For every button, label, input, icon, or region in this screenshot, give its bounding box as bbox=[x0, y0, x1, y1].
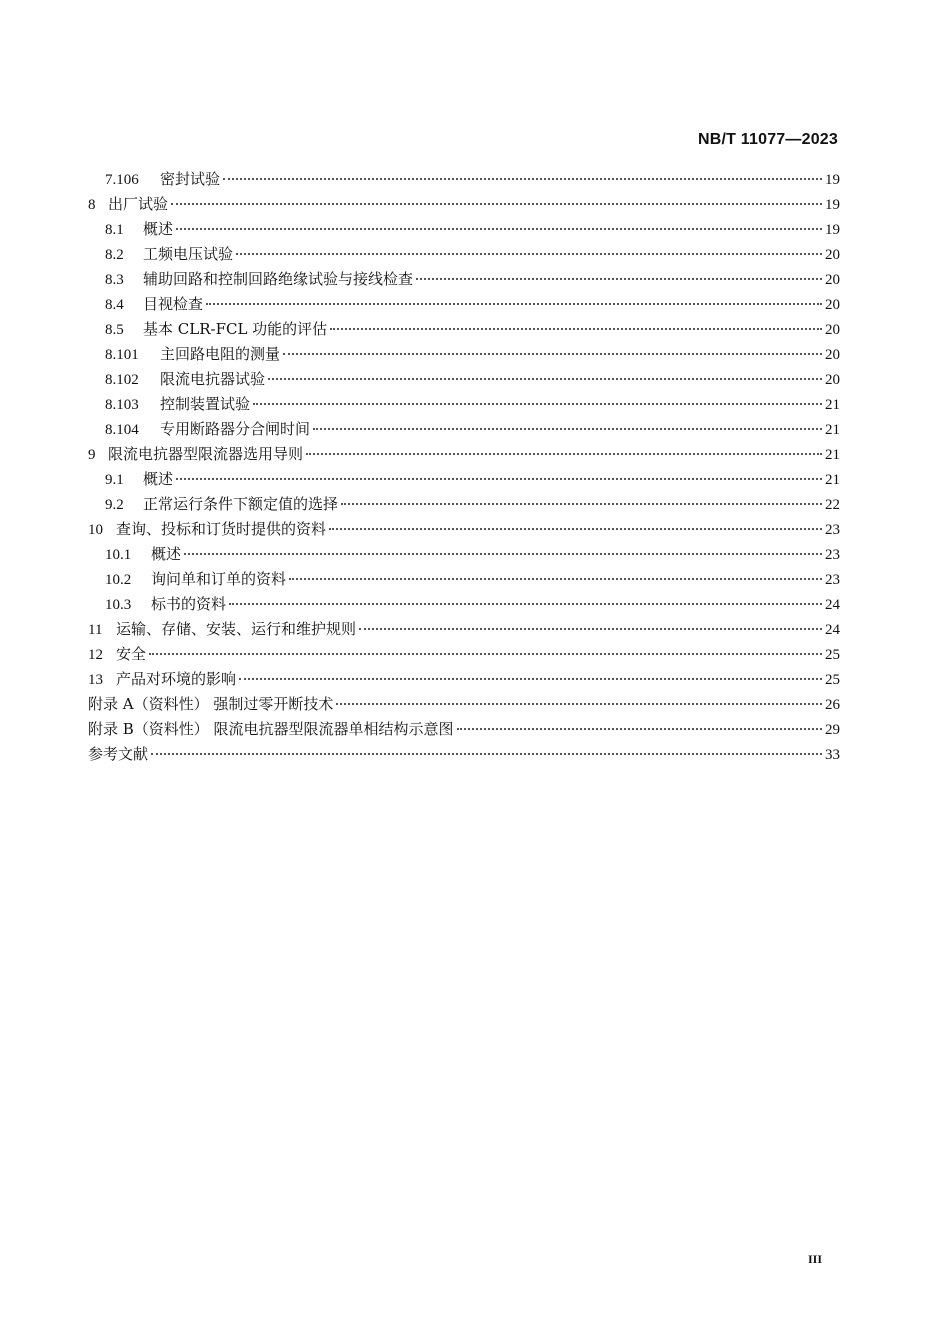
toc-dot-leader bbox=[223, 177, 822, 180]
toc-entry[interactable] bbox=[88, 192, 840, 217]
toc-dot-leader bbox=[149, 652, 822, 655]
toc-entry[interactable] bbox=[88, 467, 840, 492]
toc-entry-page: 25 bbox=[825, 647, 840, 663]
toc-entry[interactable] bbox=[88, 717, 840, 742]
toc-entry-title: 参考文献 bbox=[88, 745, 149, 763]
toc-entry-number: 8.4 bbox=[105, 297, 124, 313]
toc-entry-title: 控制装置试验 bbox=[160, 395, 251, 413]
toc-dot-leader bbox=[283, 352, 822, 355]
toc-entry[interactable] bbox=[88, 167, 840, 192]
toc-entry-title: 专用断路器分合闸时间 bbox=[160, 420, 311, 438]
toc-entry[interactable] bbox=[88, 417, 840, 442]
toc-dot-leader bbox=[229, 602, 822, 605]
toc-dot-leader bbox=[171, 202, 822, 205]
toc-entry[interactable] bbox=[88, 267, 840, 292]
toc-entry-page: 19 bbox=[825, 197, 840, 213]
toc-entry-number: 8.101 bbox=[105, 347, 139, 363]
toc-dot-leader bbox=[306, 452, 822, 455]
toc-entry[interactable] bbox=[88, 617, 840, 642]
toc-dot-leader bbox=[330, 327, 822, 330]
toc-entry[interactable] bbox=[88, 242, 840, 267]
toc-entry-title: 出厂试验 bbox=[108, 195, 169, 213]
toc-entry-number: 8.1 bbox=[105, 222, 124, 238]
toc-entry[interactable] bbox=[88, 317, 840, 342]
toc-entry-page: 23 bbox=[825, 547, 840, 563]
toc-entry-title: 限流电抗器试验 bbox=[160, 370, 266, 388]
toc-dot-leader bbox=[457, 727, 822, 730]
toc-entry-title: 目视检查 bbox=[143, 295, 204, 313]
toc-entry-page: 19 bbox=[825, 172, 840, 188]
toc-entry-number: 8 bbox=[88, 197, 96, 213]
toc-entry-number: 10 bbox=[88, 522, 103, 538]
toc-dot-leader bbox=[313, 427, 822, 430]
toc-entry-number: 8.102 bbox=[105, 372, 139, 388]
toc-entry-page: 23 bbox=[825, 572, 840, 588]
toc-entry-title: 产品对环境的影响 bbox=[116, 670, 237, 688]
toc-dot-leader bbox=[151, 752, 822, 755]
toc-entry[interactable] bbox=[88, 367, 840, 392]
toc-entry-number: 12 bbox=[88, 647, 103, 663]
toc-entry[interactable] bbox=[88, 692, 840, 717]
toc-entry-page: 21 bbox=[825, 397, 840, 413]
toc-entry-title: 查询、投标和订货时提供的资料 bbox=[116, 520, 327, 538]
toc-dot-leader bbox=[416, 277, 822, 280]
toc-entry-page: 21 bbox=[825, 422, 840, 438]
toc-dot-leader bbox=[341, 502, 822, 505]
toc-entry-page: 21 bbox=[825, 447, 840, 463]
toc-entry-page: 22 bbox=[825, 497, 840, 513]
toc-entry-page: 24 bbox=[825, 622, 840, 638]
toc-entry-number: 10.3 bbox=[105, 597, 132, 613]
toc-dot-leader bbox=[206, 302, 822, 305]
toc-entry[interactable] bbox=[88, 442, 840, 467]
toc-entry-title: 询问单和订单的资料 bbox=[151, 570, 287, 588]
toc-entry-title: 标书的资料 bbox=[151, 595, 227, 613]
toc-entry-page: 25 bbox=[825, 672, 840, 688]
toc-entry-title: 附录 B（资料性） 限流电抗器型限流器单相结构示意图 bbox=[88, 720, 454, 738]
toc-dot-leader bbox=[176, 227, 822, 230]
toc-entry-title: 工频电压试验 bbox=[143, 245, 234, 263]
toc-dot-leader bbox=[176, 477, 822, 480]
toc-entry-number: 9 bbox=[88, 447, 96, 463]
toc-entry-number: 8.5 bbox=[105, 322, 124, 338]
toc-entry-title: 辅助回路和控制回路绝缘试验与接线检查 bbox=[143, 270, 414, 288]
document-code: NB/T 11077—2023 bbox=[698, 131, 838, 148]
toc-entry-page: 29 bbox=[825, 722, 840, 738]
toc-entry-number: 10.2 bbox=[105, 572, 132, 588]
toc-entry-page: 20 bbox=[825, 372, 840, 388]
toc-entry-number: 8.3 bbox=[105, 272, 124, 288]
toc-dot-leader bbox=[236, 252, 822, 255]
toc-entry-page: 24 bbox=[825, 597, 840, 613]
toc-dot-leader bbox=[239, 677, 822, 680]
toc-entry-page: 21 bbox=[825, 472, 840, 488]
toc-entry-page: 26 bbox=[825, 697, 840, 713]
table-of-contents bbox=[88, 167, 840, 767]
toc-entry-title: 主回路电阻的测量 bbox=[160, 345, 281, 363]
page-number: III bbox=[808, 1252, 823, 1266]
toc-entry-number: 11 bbox=[88, 622, 103, 638]
toc-entry-number: 7.106 bbox=[105, 172, 139, 188]
toc-entry-title: 附录 A（资料性） 强制过零开断技术 bbox=[88, 695, 334, 713]
toc-entry-page: 23 bbox=[825, 522, 840, 538]
toc-entry[interactable] bbox=[88, 642, 840, 667]
toc-entry-number: 13 bbox=[88, 672, 103, 688]
toc-entry-page: 19 bbox=[825, 222, 840, 238]
toc-dot-leader bbox=[184, 552, 822, 555]
toc-entry-title: 正常运行条件下额定值的选择 bbox=[143, 495, 339, 513]
toc-entry[interactable] bbox=[88, 342, 840, 367]
toc-entry[interactable] bbox=[88, 742, 840, 767]
toc-entry[interactable] bbox=[88, 492, 840, 517]
toc-entry[interactable] bbox=[88, 542, 840, 567]
toc-entry-title: 基本 CLR-FCL 功能的评估 bbox=[143, 320, 328, 338]
toc-entry[interactable] bbox=[88, 667, 840, 692]
toc-entry-number: 8.2 bbox=[105, 247, 124, 263]
toc-entry-page: 20 bbox=[825, 247, 840, 263]
toc-entry-page: 20 bbox=[825, 347, 840, 363]
toc-dot-leader bbox=[289, 577, 822, 580]
toc-entry-page: 20 bbox=[825, 322, 840, 338]
toc-entry-number: 9.2 bbox=[105, 497, 124, 513]
toc-dot-leader bbox=[253, 402, 822, 405]
toc-entry-number: 10.1 bbox=[105, 547, 132, 563]
toc-dot-leader bbox=[268, 377, 822, 380]
toc-entry-page: 33 bbox=[825, 747, 840, 763]
toc-entry-title: 安全 bbox=[116, 645, 147, 663]
toc-entry[interactable] bbox=[88, 292, 840, 317]
toc-entry-page: 20 bbox=[825, 272, 840, 288]
toc-entry-title: 概述 bbox=[151, 545, 182, 563]
toc-entry-title: 概述 bbox=[143, 220, 174, 238]
toc-entry[interactable] bbox=[88, 517, 840, 542]
toc-dot-leader bbox=[359, 627, 822, 630]
toc-entry-number: 9.1 bbox=[105, 472, 124, 488]
toc-entry-title: 限流电抗器型限流器选用导则 bbox=[108, 445, 304, 463]
toc-entry-number: 8.104 bbox=[105, 422, 139, 438]
toc-dot-leader bbox=[329, 527, 822, 530]
toc-entry-title: 运输、存储、安装、运行和维护规则 bbox=[116, 620, 357, 638]
toc-dot-leader bbox=[336, 702, 822, 705]
toc-entry[interactable] bbox=[88, 392, 840, 417]
toc-entry[interactable] bbox=[88, 567, 840, 592]
toc-entry[interactable] bbox=[88, 592, 840, 617]
toc-entry[interactable] bbox=[88, 217, 840, 242]
toc-entry-number: 8.103 bbox=[105, 397, 139, 413]
toc-entry-page: 20 bbox=[825, 297, 840, 313]
toc-entry-title: 密封试验 bbox=[160, 170, 221, 188]
toc-entry-title: 概述 bbox=[143, 470, 174, 488]
